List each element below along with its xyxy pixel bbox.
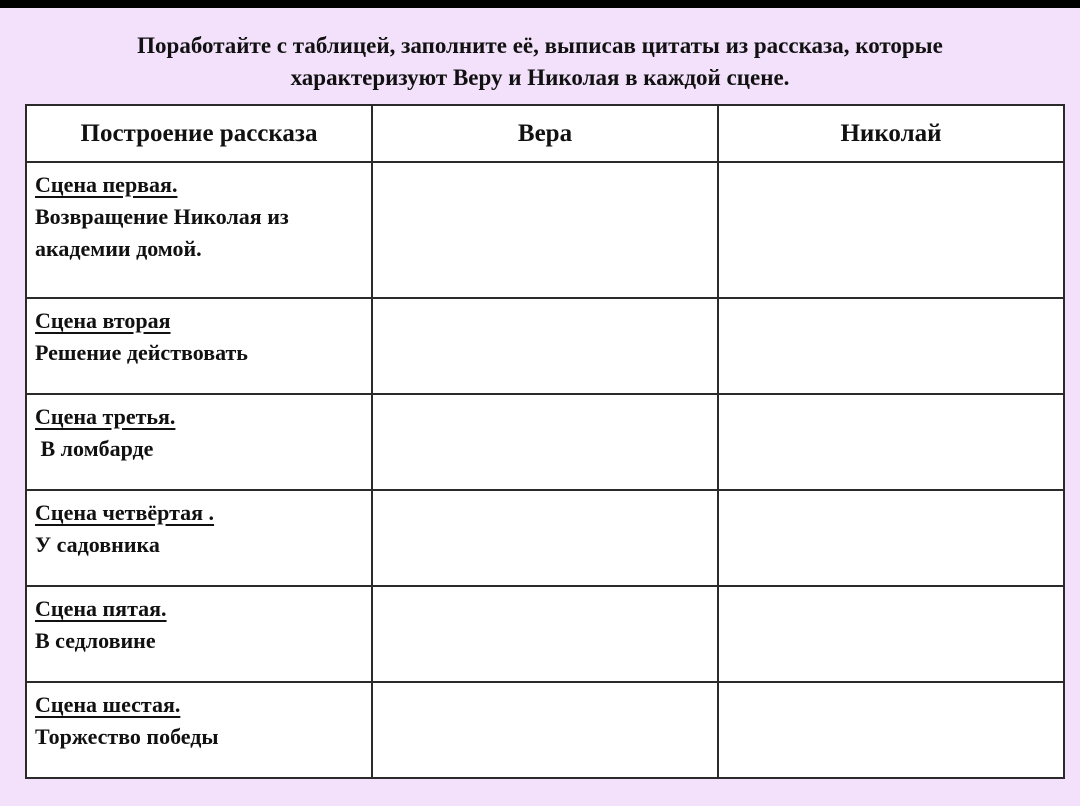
- scene-description: Торжество победы: [35, 724, 219, 749]
- vera-quote-cell[interactable]: [372, 162, 718, 298]
- scene-cell: [26, 586, 372, 682]
- scene-title: Сцена четвёртая .: [35, 500, 215, 525]
- scene-cell: [26, 394, 372, 490]
- table-row: [26, 394, 1064, 490]
- nikolai-quote-cell[interactable]: [718, 490, 1064, 586]
- scene-cell: [26, 490, 372, 586]
- nikolai-quote-cell[interactable]: [718, 682, 1064, 778]
- scene-title: Сцена первая.: [35, 172, 178, 197]
- scene-description: В ломбарде: [35, 436, 154, 461]
- scene-title: Сцена шестая.: [35, 692, 181, 717]
- instruction-text: [40, 30, 1040, 94]
- table-row: [26, 490, 1064, 586]
- vera-quote-cell[interactable]: [372, 490, 718, 586]
- nikolai-quote-cell[interactable]: [718, 298, 1064, 394]
- table-row: [26, 298, 1064, 394]
- vera-quote-cell[interactable]: [372, 394, 718, 490]
- scene-table: [25, 104, 1065, 779]
- nikolai-quote-cell[interactable]: [718, 162, 1064, 298]
- nikolai-quote-cell[interactable]: [718, 394, 1064, 490]
- scene-title: Сцена пятая.: [35, 596, 167, 621]
- header-vera: Вера: [372, 105, 718, 162]
- table-row: [26, 162, 1064, 298]
- scene-cell: [26, 298, 372, 394]
- instruction-line-2: характеризуют Веру и Николая в каждой сцене.: [290, 65, 790, 90]
- vera-quote-cell[interactable]: [372, 298, 718, 394]
- nikolai-quote-cell[interactable]: [718, 586, 1064, 682]
- header-story-structure: Построение рассказа: [26, 105, 372, 162]
- scene-title: Сцена третья.: [35, 404, 176, 429]
- vera-quote-cell[interactable]: [372, 586, 718, 682]
- table-row: [26, 682, 1064, 778]
- scene-description: В седловине: [35, 628, 156, 653]
- table-header-row: [26, 105, 1064, 162]
- scene-description: У садовника: [35, 532, 160, 557]
- header-nikolai: Николай: [718, 105, 1064, 162]
- scene-description: Возвращение Николая из академии домой.: [35, 204, 295, 261]
- scene-cell: [26, 162, 372, 298]
- instruction-line-1: Поработайте с таблицей, заполните её, выписав цитаты из рассказа, которые: [137, 33, 943, 58]
- scene-description: Решение действовать: [35, 340, 248, 365]
- table-row: [26, 586, 1064, 682]
- scene-cell: [26, 682, 372, 778]
- vera-quote-cell[interactable]: [372, 682, 718, 778]
- scene-title: Сцена вторая: [35, 308, 171, 333]
